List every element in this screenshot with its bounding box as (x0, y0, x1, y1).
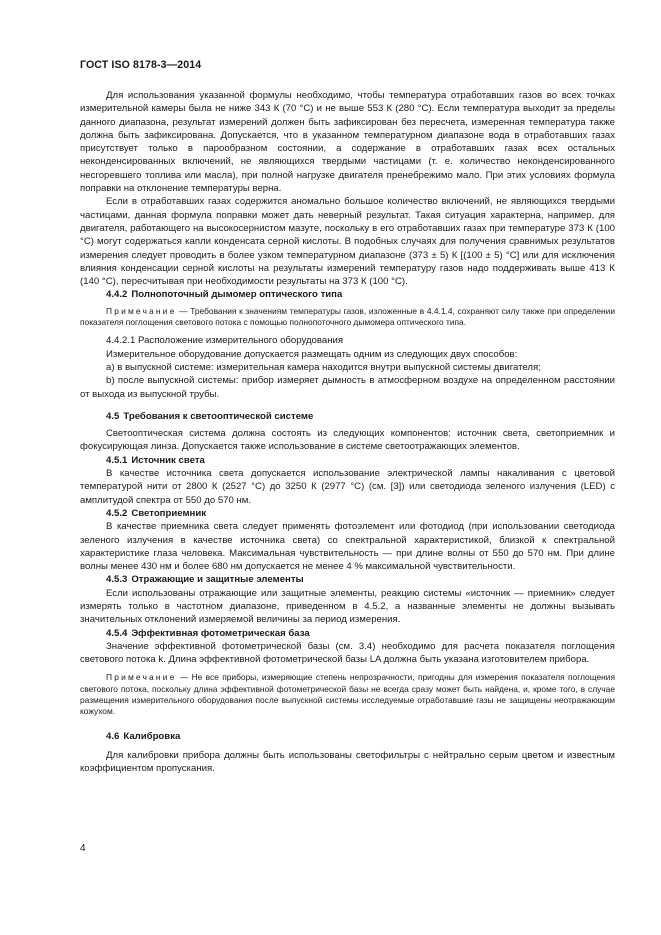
note-label: Примечание (106, 672, 177, 683)
section-title: Полнопоточный дымомер оптического типа (131, 289, 343, 301)
page-number: 4 (80, 843, 86, 854)
document-header: ГОСТ ISO 8178-3—2014 (80, 59, 202, 71)
note-text: — Требования к значениям температуры газов, изложенные в 4.4.1.4, сохраняют силу также при определении показателя поглощения светового потока с помощью полнопоточного дымомера оптического типа. (80, 305, 615, 328)
section-number: 4.6 (106, 730, 120, 742)
section-number: 4.5.4 (106, 627, 128, 639)
paragraph: Светооптическая система должна состоять из следующих компонентов: источник света, светоприемник и фокусирующая линза. Допускается также использование в системе светоотражающих элементов. (80, 428, 615, 453)
document-body (80, 89, 615, 776)
section-heading-4-5-4 (80, 627, 615, 640)
paragraph: Измерительное оборудование допускается размещать одним из следующих двух способов: (106, 348, 518, 360)
section-title: Источник света (131, 454, 205, 466)
section-heading-4-5-2 (80, 507, 615, 520)
paragraph: Значение эффективной фотометрической базы (см. 3.4) необходимо для расчета показателя поглощения светового потока k. Длина эффективной фотометрической базы LA должна быть указана изготовителем прибора. (80, 640, 615, 666)
note-label: Примечание (106, 305, 177, 316)
section-number: 4.5.3 (106, 574, 128, 586)
paragraph: В качестве приемника света следует применять фотоэлемент или фотодиод (при использовании светодиода зеленого излучения в качестве источника света) со спектральной характеристикой, близкой к спектральной характеристике глаза человека. Максимальная чувствительность — при длине волны от 550 до 570 нм. При длине волны менее 430 нм и более 680 нм допускается не менее 4 % максимальной чувствительности. (80, 521, 615, 573)
subsection-heading-4-4-2-1: 4.4.2.1 Расположение измерительного оборудования (106, 335, 344, 347)
paragraph: Если в отработавших газах содержится аномально большое количество включений, не являющихся твердыми частицами, данная формула поправки может дать неверный результат. Такая ситуация характерна, например, для двигателя, работающего на высокосернистом мазуте, поскольку в его отработавших газах при температуре 373 К (100 °С) могут содержаться капли конденсата серной кислоты. В подобных случаях для получения сравнимых результатов измерения следует проводить в более узком температурном диапазоне (373 ± 5) К [(100 ± 5) °С] или для исключения влияния конденсации серной кислоты на результаты измерений температуру газов надо поддерживать выше 413 К (140 °С), пересчитывая при необходимости результаты на 373 К (100 °С). (80, 196, 615, 288)
section-number: 4.4.2 (106, 289, 128, 301)
section-heading-4-5 (80, 410, 615, 423)
paragraph: Для калибровки прибора должны быть использованы светофильтры с нейтрально серым цветом и известным коэффициентом пропускания. (80, 749, 615, 775)
note (80, 306, 615, 329)
note (80, 672, 615, 717)
paragraph: Для использования указанной формулы необходимо, чтобы температура отработавших газов во всех точках измерительной камеры была не ниже 343 К (70 °С) и не выше 553 К (280 °С). Если температура выходит за пределы данного диапазона, результат измерений должен быть зафиксирован без пересчета, измеренная температура также должна быть зафиксирована. Допускается, что в указанном температурном диапазоне вода в отработавших газах присутствует только в парообразном состоянии, а содержание в отработавших газах всех остальных неконденсированных включений, не являющихся твердыми частицами (т. е. количество неконденсированного несгоревшего топлива или масла), при полной нагрузке двигателя пренебрежимо мало. При этих условиях формула поправки на отклонение температуры верна. (80, 90, 615, 195)
paragraph: В качестве источника света допускается использование электрической лампы накаливания с цветовой температурой нити от 2800 К (2527 °С) до 3250 К (2977 °С) (см. [3]) или светодиода зеленого излучения (LED) с амплитудой спектра от 550 до 570 нм. (80, 468, 615, 506)
section-heading-4-6 (80, 730, 615, 743)
section-title: Отражающие и защитные элементы (131, 574, 304, 586)
section-number: 4.5 (106, 410, 120, 422)
section-heading-4-5-3 (80, 573, 615, 586)
section-title: Требования к светооптической системе (123, 410, 314, 422)
paragraph: Если использованы отражающие или защитные элементы, реакцию системы «источник — приемник» следует измерять только в частотном диапазоне, приведенном в 4.5.2, а названные элементы не должны вызывать значительных отклонений измеряемой величины за период измерения. (80, 587, 615, 626)
section-title: Калибровка (123, 730, 181, 742)
list-item: а) в выпускной системе: измерительная камера находится внутри выпускной системы двигателя; (106, 361, 541, 373)
section-number: 4.5.2 (106, 507, 128, 519)
section-title: Светоприемник (131, 507, 207, 519)
note-text: — Не все приборы, измеряющие степень непрозрачности, пригодны для измерения показателя поглощения светового потока, поскольку длина эффективной фотометрической базы не всегда сразу может быть найдена, и, кроме того, в случае размещения измерительного оборудования после выпускной системы исследуемые отработавшие газы не защищены неотражающим кожухом. (80, 672, 615, 717)
section-heading-4-4-2 (80, 288, 615, 301)
section-number: 4.5.1 (106, 454, 128, 466)
section-heading-4-5-1 (80, 454, 615, 467)
list-item: b) после выпускной системы: прибор измеряет дымность в атмосферном воздухе на определенном расстоянии от выхода из выпускной трубы. (80, 375, 615, 400)
section-title: Эффективная фотометрическая база (131, 627, 310, 639)
